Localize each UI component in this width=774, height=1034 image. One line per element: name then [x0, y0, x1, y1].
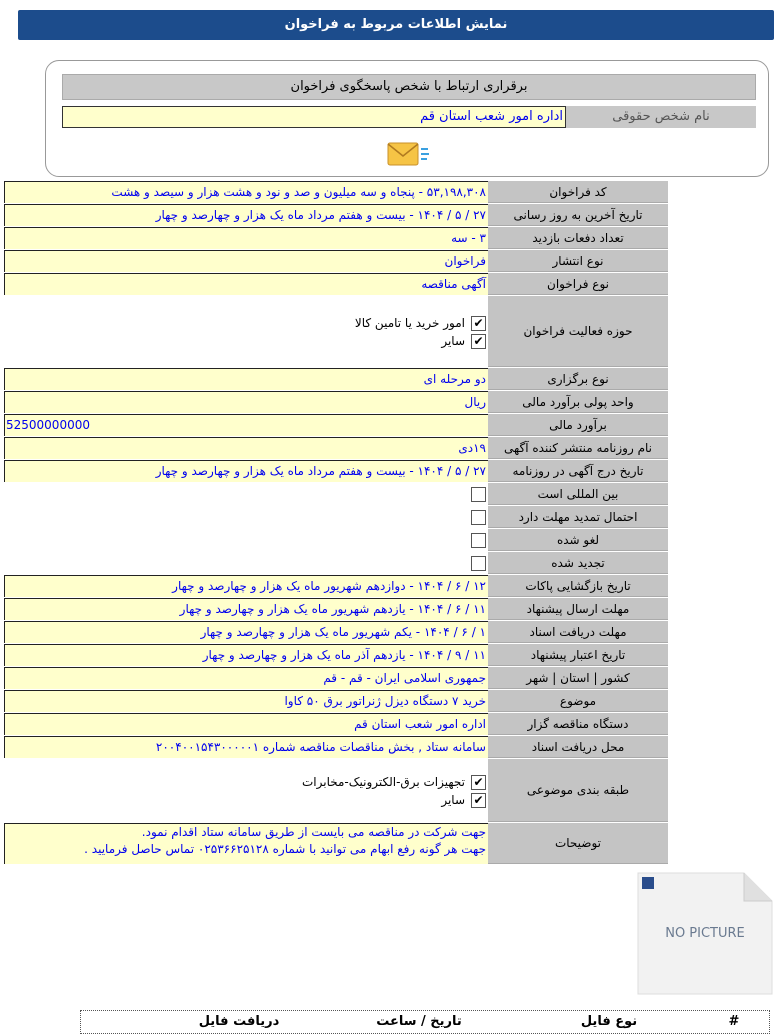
detail-row: [4, 621, 668, 643]
checkbox-label: سایر: [441, 333, 465, 348]
detail-row: [4, 823, 668, 864]
row-label: نوع برگزاری: [488, 368, 668, 390]
checkbox[interactable]: ✔: [471, 793, 486, 808]
row-label: تاریخ درج آگهی در روزنامه: [488, 460, 668, 482]
checkbox-label: امور خرید یا تامین کالا: [354, 315, 465, 330]
files-table-header: [80, 1010, 770, 1034]
detail-row: [4, 759, 668, 822]
row-label: مهلت ارسال پیشنهاد: [488, 598, 668, 620]
flag-checkbox[interactable]: [471, 510, 486, 525]
row-value: آگهی مناقصه: [4, 273, 488, 295]
detail-row: [4, 250, 668, 272]
checkbox-option[interactable]: [6, 791, 486, 809]
detail-row: [4, 529, 668, 551]
row-value: ۱۱ / ۹ / ۱۴۰۴ - یازدهم آذر ماه یک هزار و چهارصد و چهار: [4, 644, 488, 666]
row-label: نوع فراخوان: [488, 273, 668, 295]
row-label: کشور | استان | شهر: [488, 667, 668, 689]
detail-row: [4, 437, 668, 459]
no-picture-text: NO PICTURE: [665, 926, 745, 941]
row-label: احتمال تمدید مهلت دارد: [488, 506, 668, 528]
person-value: اداره امور شعب استان قم: [62, 106, 566, 128]
detail-row: [4, 368, 668, 390]
row-label: برآورد مالی: [488, 414, 668, 436]
row-label: حوزه فعالیت فراخوان: [488, 296, 668, 367]
checkbox[interactable]: ✔: [471, 316, 486, 331]
checkbox[interactable]: ✔: [471, 334, 486, 349]
page-title: نمایش اطلاعات مربوط به فراخوان: [18, 10, 774, 40]
row-value: 52500000000: [4, 414, 488, 436]
detail-row: [4, 736, 668, 758]
row-value: سامانه ستاد , بخش مناقصات مناقصه شماره ۲۰۰۴۰۰۱۵۴۳۰۰۰۰۰۱: [4, 736, 488, 758]
detail-row: [4, 204, 668, 226]
checkbox-option[interactable]: [6, 332, 486, 350]
row-value: دو مرحله ای: [4, 368, 488, 390]
col-file-type: نوع فایل: [580, 1014, 638, 1029]
row-label: طبقه بندی موضوعی: [488, 759, 668, 822]
row-label: تعداد دفعات بازدید: [488, 227, 668, 249]
row-label: واحد پولی برآورد مالی: [488, 391, 668, 413]
row-value: [4, 483, 488, 505]
detail-row: [4, 667, 668, 689]
detail-row: [4, 713, 668, 735]
col-datetime: تاریخ / ساعت: [376, 1014, 462, 1029]
detail-row: [4, 690, 668, 712]
row-label: تجدید شده: [488, 552, 668, 574]
row-value: فراخوان: [4, 250, 488, 272]
row-value: جمهوری اسلامی ایران - قم - قم: [4, 667, 488, 689]
row-value: ۱۱ / ۶ / ۱۴۰۴ - یازدهم شهریور ماه یک هزار و چهارصد و چهار: [4, 598, 488, 620]
row-value: ۱۹دی: [4, 437, 488, 459]
row-label: نام روزنامه منتشر کننده آگهی: [488, 437, 668, 459]
row-label: نوع انتشار: [488, 250, 668, 272]
row-value: [4, 296, 488, 367]
col-index: #: [728, 1014, 740, 1029]
checkbox-label: سایر: [441, 792, 465, 807]
checkbox[interactable]: ✔: [471, 775, 486, 790]
detail-row: [4, 575, 668, 597]
row-value: [4, 529, 488, 551]
checkbox-label: تجهیزات برق-الکترونیک-مخابرات: [301, 774, 465, 789]
checkbox-option[interactable]: [6, 773, 486, 791]
detail-row: [4, 506, 668, 528]
row-value: ۱۲ / ۶ / ۱۴۰۴ - دوازدهم شهریور ماه یک هزار و چهارصد و چهار: [4, 575, 488, 597]
row-value: ۵۳,۱۹۸,۳۰۸ - پنجاه و سه میلیون و صد و نود و هشت هزار و سیصد و هشت: [4, 181, 488, 203]
detail-row: [4, 483, 668, 505]
detail-row: [4, 460, 668, 482]
notes-line-2: جهت هر گونه رفع ابهام می توانید با شماره ۰۲۵۳۶۶۲۵۱۲۸ تماس حاصل فرمایید .: [84, 842, 486, 856]
row-value: [4, 823, 488, 864]
flag-checkbox[interactable]: [471, 533, 486, 548]
checkbox-option[interactable]: [6, 314, 486, 332]
detail-row: [4, 227, 668, 249]
detail-row: [4, 296, 668, 367]
detail-row: [4, 598, 668, 620]
row-label: دستگاه مناقصه گزار: [488, 713, 668, 735]
row-label: موضوع: [488, 690, 668, 712]
row-value: ۳ - سه: [4, 227, 488, 249]
row-value: [4, 759, 488, 822]
row-label: بین المللی است: [488, 483, 668, 505]
row-value: ۱ / ۶ / ۱۴۰۴ - یکم شهریور ماه یک هزار و چهارصد و چهار: [4, 621, 488, 643]
row-label: مهلت دریافت اسناد: [488, 621, 668, 643]
flag-checkbox[interactable]: [471, 556, 486, 571]
details-table: [4, 180, 668, 865]
row-value: [4, 506, 488, 528]
detail-row: [4, 644, 668, 666]
row-value: [4, 552, 488, 574]
row-value: ۲۷ / ۵ / ۱۴۰۴ - بیست و هفتم مرداد ماه یک هزار و چهارصد و چهار: [4, 204, 488, 226]
row-value: ریال: [4, 391, 488, 413]
row-label: توضیحات: [488, 823, 668, 864]
notes-line-1: جهت شرکت در مناقصه می بایست از طریق سامانه ستاد اقدام نمود.: [141, 825, 486, 839]
row-label: تاریخ اعتبار پیشنهاد: [488, 644, 668, 666]
row-label: لغو شده: [488, 529, 668, 551]
col-download: دریافت فایل: [198, 1014, 280, 1029]
detail-row: [4, 414, 668, 436]
row-value: خرید ۷ دستگاه دیزل ژنراتور برق ۵۰ کاوا: [4, 690, 488, 712]
detail-row: [4, 273, 668, 295]
flag-checkbox[interactable]: [471, 487, 486, 502]
row-label: تاریخ آخرین به روز رسانی: [488, 204, 668, 226]
detail-row: [4, 391, 668, 413]
row-label: محل دریافت اسناد: [488, 736, 668, 758]
row-value: اداره امور شعب استان قم: [4, 713, 488, 735]
row-value: ۲۷ / ۵ / ۱۴۰۴ - بیست و هفتم مرداد ماه یک هزار و چهارصد و چهار: [4, 460, 488, 482]
row-label: تاریخ بازگشایی پاکات: [488, 575, 668, 597]
row-label: کد فراخوان: [488, 181, 668, 203]
person-label: نام شخص حقوقی: [566, 106, 756, 128]
contact-header: برقراری ارتباط با شخص پاسخگوی فراخوان: [62, 74, 756, 100]
detail-row: [4, 181, 668, 203]
detail-row: [4, 552, 668, 574]
no-picture-image: [636, 871, 774, 996]
